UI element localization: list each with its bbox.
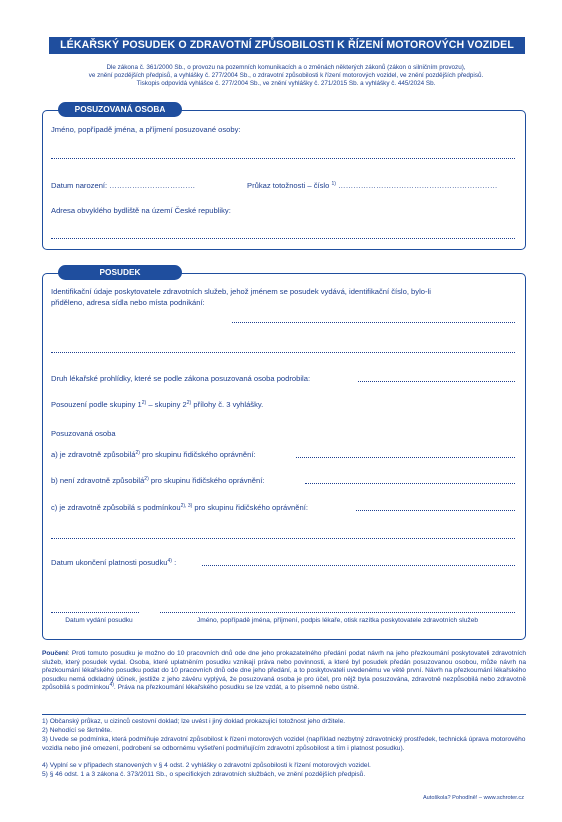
provider-field-line-2[interactable] [51, 352, 515, 353]
option-a-footnote-ref: 2) [135, 450, 140, 456]
option-c-field[interactable] [356, 510, 515, 511]
signature-label: Jméno, popřípadě jména, příjmení, podpis lékaře, otisk razítka poskytovatele zdravotních služeb [196, 617, 479, 624]
law-reference-line-3: Tiskopis odpovídá vyhlášce č. 277/2004 Sb., ve znění vyhlášky č. 271/2015 Sb. a vyhlášky č. 445/2024 Sb. [136, 80, 436, 87]
id-card-row [247, 181, 497, 190]
group-assessment-text-3: přílohy č. 3 vyhlášky. [191, 400, 264, 409]
footnotes-divider [42, 714, 526, 715]
exam-type-field[interactable] [358, 381, 515, 382]
option-c-text: c) je zdravotně způsobilá s podmínkou [51, 503, 181, 512]
footnote-2: 2) Nehodící se škrtněte. [42, 727, 113, 734]
issue-date-label: Datum vydání posudku [65, 617, 133, 624]
id-card-footnote-ref: 1) [331, 181, 336, 187]
person-name-field[interactable] [51, 158, 515, 159]
section-assessed-person-header: POSUZOVANÁ OSOBA [58, 102, 182, 117]
validity-date-label: Datum ukončení platnosti posudku [51, 558, 168, 567]
option-b-unfit [51, 476, 264, 485]
group-assessment-text-1: Posouzení podle skupiny 1 [51, 400, 142, 409]
id-card-label: Průkaz totožnosti – číslo [247, 181, 330, 190]
law-reference-line-2: ve znění pozdějších předpisů, a vyhlášky č. 277/2004 Sb., o zdravotní způsobilosti k řízení motorových vozidel, ve znění pozdějších předpisů. [88, 72, 484, 79]
birth-date-row [51, 181, 195, 190]
footnote-4: 4) Vyplní se v případech stanovených v § 4 odst. 2 vyhlášky o zdravotní způsobilosti k řízení motorových vozidel. [42, 762, 371, 769]
id-card-field[interactable]: ……………………………………………………… [338, 181, 498, 190]
birth-date-label: Datum narození: [51, 181, 108, 190]
option-c-conditional [51, 503, 308, 512]
validity-date-row [51, 558, 176, 567]
signature-field[interactable] [160, 612, 515, 613]
footnote-3: 3) Uvede se podmínka, která podmiňuje zdravotní způsobilost k řízení motorových vozidel (například nezbytný zdravotnický prostředek, technická úprava motorového vozidla nebo jiné omezení, podrobení se odbornému vyšetření podmiňujícím zdravotní způsobilost a tím i platnost posudku). [42, 736, 526, 752]
validity-date-colon: : [171, 558, 177, 567]
brand-footer: Autoškola? Pohodlně! – www.schroter.cz [422, 795, 524, 801]
legal-notice-heading: Poučení [42, 650, 68, 657]
address-field[interactable] [51, 238, 515, 239]
option-c-field-line-2[interactable] [51, 538, 515, 539]
provider-label-line-1: Identifikační údaje poskytovatele zdravotních služeb, jehož jménem se posudek vydává, identifikační číslo, bylo-li [51, 287, 431, 296]
option-b-text-2: pro skupinu řidičského oprávnění: [148, 476, 265, 485]
document-title: LÉKAŘSKÝ POSUDEK O ZDRAVOTNÍ ZPŮSOBILOSTI K ŘÍZENÍ MOTOROVÝCH VOZIDEL [49, 37, 525, 54]
option-a-text: a) je zdravotně způsobilá [51, 450, 136, 459]
validity-date-field[interactable] [202, 565, 515, 566]
footnote-5: 5) § 46 odst. 1 a 3 zákona č. 373/2011 Sb., o specifických zdravotních službách, ve znění pozdějších předpisů. [42, 771, 366, 778]
issue-date-field[interactable] [51, 612, 139, 613]
legal-notice-text: : Proti tomuto posudku je možno do 10 pracovních dnů ode dne jeho prokazatelného předání podat návrh na jeho přezkoumání poskytovateli zdravotních služeb, který posudek vydal. Osoba, které uplatněním posudku vznikají práva nebo povinnosti, a které byl posudek předán posuzovanou osobou, může návrh na přezkoumání lékařského posudku podat do 10 pracovních dnů ode dne jeho předání, a to poskytovateli uvedenému ve větě první. Návrh na přezkoumání lékařského posudku nemá odkladný účinek, jestliže z jeho závěru vyplývá, že posuzovaná osoba je pro účel, pro nějž byla posuzována, zdravotně nezpůsobilá nebo zdravotně způsobilá s podmínkou [42, 650, 526, 692]
section-assessment-header: POSUDEK [58, 265, 182, 280]
option-a-text-2: pro skupinu řidičského oprávnění: [139, 450, 256, 459]
provider-field-line-1[interactable] [232, 322, 515, 323]
provider-label-line-2: přiděleno, adresa sídla nebo místa podnikání: [51, 298, 205, 307]
option-a-fit [51, 450, 256, 459]
option-b-footnote-ref: 2) [144, 476, 149, 482]
group-assessment-text-2: – skupiny 2 [146, 400, 187, 409]
footnote-1: 1) Občanský průkaz, u cizinců cestovní doklad; lze uvést i jiný doklad prokazující totožnost jeho držitele. [42, 718, 346, 725]
legal-notice [42, 650, 526, 693]
address-label: Adresa obvyklého bydliště na území České republiky: [51, 206, 231, 215]
group-1-footnote-ref: 2) [141, 400, 147, 406]
legal-notice-footnote-ref: 4) [109, 682, 114, 689]
exam-type-label: Druh lékařské prohlídky, které se podle zákona posuzovaná osoba podrobila: [51, 374, 311, 383]
legal-notice-tail: . Práva na přezkoumání lékařského posudku se lze vzdát, a to písemně nebo ústně. [113, 684, 360, 692]
assessed-person-label: Posuzovaná osoba [51, 429, 116, 438]
group-assessment-line [51, 400, 263, 409]
option-a-field[interactable] [296, 457, 515, 458]
birth-date-field[interactable]: ……………………………. [109, 181, 195, 190]
option-b-field[interactable] [305, 483, 515, 484]
option-c-text-2: pro skupinu řidičského oprávnění: [192, 503, 308, 512]
person-name-label: Jméno, popřípadě jména, a příjmení posuzované osoby: [51, 125, 241, 134]
option-c-footnote-ref: 2), 3) [180, 503, 193, 509]
law-reference-line-1: Dle zákona č. 361/2000 Sb., o provozu na pozemních komunikacích a o změnách některých zákonů (zákon o silničním provozu), [106, 64, 466, 71]
group-2-footnote-ref: 2) [186, 400, 192, 406]
option-b-text: b) není zdravotně způsobilá [51, 476, 145, 485]
validity-footnote-ref: 4) [167, 558, 172, 564]
